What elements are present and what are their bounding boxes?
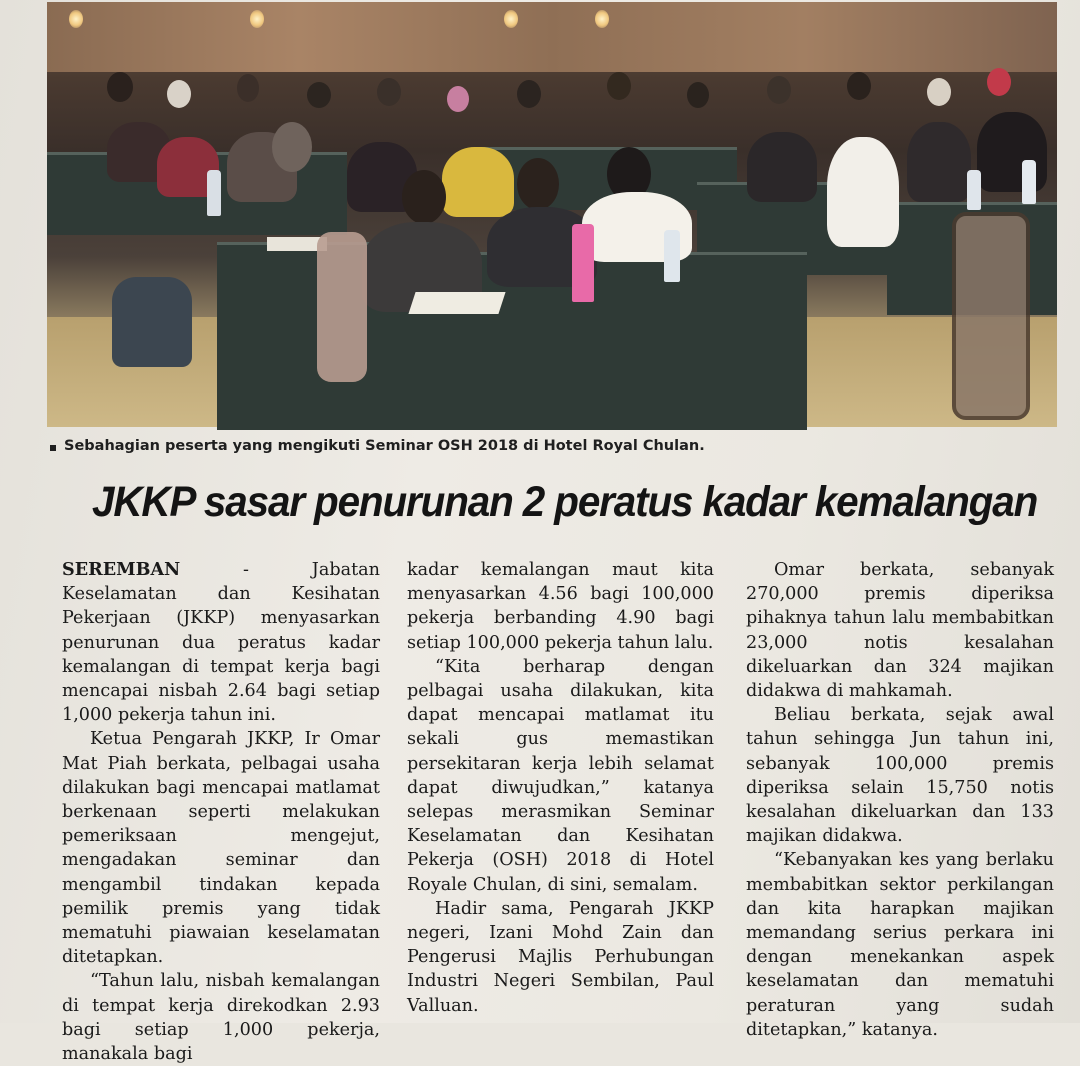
photo-chair [952, 212, 1030, 420]
photo-water-bottle [207, 170, 221, 216]
article-column-3 [746, 558, 1054, 1042]
photo-attendee [447, 86, 469, 112]
photo-attendee [107, 72, 133, 102]
photo-caption: Sebahagian peserta yang mengikuti Seminar OSH 2018 di Hotel Royal Chulan. [64, 438, 705, 454]
article-paragraph: Ketua Pengarah JKKP, Ir Omar Mat Piah berkata, pelbagai usaha dilakukan bagi mencapai matlamat berkenaan seperti melakukan pemeriksaan mengejut, mengadakan seminar dan mengambil tindakan kepada pemilik premis yang tidak mematuhi piawaian keselamatan ditetapkan. [62, 729, 380, 968]
article-paragraph: “Tahun lalu, nisbah kemalangan di tempat kerja direkodkan 2.93 bagi setiap 1,000 pekerja, manakala bagi [62, 971, 380, 1065]
photo-attendee [847, 72, 871, 100]
caption-bullet [50, 445, 56, 451]
photo-wall-lamp [504, 10, 518, 28]
photo-attendee [907, 122, 971, 202]
article-column-2 [407, 558, 714, 1018]
photo-attendee [747, 132, 817, 202]
photo-wall-lamp [250, 10, 264, 28]
photo-attendee [687, 82, 709, 108]
photo-attendee [377, 78, 401, 106]
photo-attendee [442, 147, 514, 217]
photo-water-bottle [1022, 160, 1036, 204]
seminar-audience-photo [47, 2, 1057, 427]
article-paragraph: “Kita berharap dengan pelbagai usaha dilakukan, kita dapat mencapai matlamat itu sekali gus memastikan persekitaran kerja lebih selamat dapat diwujudkan,” katanya selepas merasmikan Seminar Keselamatan dan Kesihatan Pekerja (OSH) 2018 di Hotel Royale Chulan, di sini, semalam. [407, 656, 714, 895]
photo-attendee [607, 72, 631, 100]
photo-back-wall [47, 2, 1057, 72]
photo-paper [408, 292, 505, 314]
photo-attendee [827, 137, 899, 247]
photo-chair [317, 232, 367, 382]
article-paragraph: Beliau berkata, sejak awal tahun sehingga Jun tahun ini, sebanyak 100,000 premis diperiksa selain 15,750 notis kesalahan dikeluarkan dan 133 majikan didakwa. [746, 705, 1054, 847]
article-paragraph-text: - Jabatan Keselamatan dan Kesihatan Pekerjaan (JKKP) menyasarkan penurunan dua peratus kadar kemalangan di tempat kerja bagi mencapai nisbah 2.64 bagi setiap 1,000 pekerja tahun ini. [62, 560, 380, 726]
photo-attendee [767, 76, 791, 104]
photo-wall-lamp [69, 10, 83, 28]
photo-backpack [112, 277, 192, 367]
article-paragraph [62, 558, 380, 727]
photo-attendee [237, 74, 259, 102]
article-paragraph: “Kebanyakan kes yang berlaku membabitkan sektor perkilangan dan kita harapkan majikan memandang serius perkara ini dengan menekankan aspek keselamatan dan mematuhi peraturan yang sudah ditetapkan,” katanya. [746, 850, 1054, 1040]
photo-attendee [272, 122, 312, 172]
photo-attendee [987, 68, 1011, 96]
photo-wall-lamp [595, 10, 609, 28]
photo-water-bottle [967, 170, 981, 210]
photo-pink-bottle [572, 224, 594, 302]
photo-attendee [307, 82, 331, 108]
photo-attendee [517, 158, 559, 210]
photo-attendee [927, 78, 951, 106]
article-paragraph: kadar kemalangan maut kita menyasarkan 4.56 bagi 100,000 pekerja berbanding 4.90 bagi setiap 100,000 pekerja tahun lalu. [407, 560, 714, 653]
article-headline: JKKP sasar penurunan 2 peratus kadar kemalangan [92, 478, 1038, 526]
photo-attendee [977, 112, 1047, 192]
article-column-1 [62, 558, 380, 1066]
photo-attendee [402, 170, 446, 224]
article-dateline: SEREMBAN [62, 559, 181, 580]
photo-attendee [167, 80, 191, 108]
photo-water-bottle [664, 230, 680, 282]
article-paragraph: Hadir sama, Pengarah JKKP negeri, Izani Mohd Zain dan Pengerusi Majlis Perhubungan Industri Negeri Sembilan, Paul Valluan. [407, 898, 714, 1016]
article-paragraph: Omar berkata, sebanyak 270,000 premis diperiksa pihaknya tahun lalu membabitkan 23,000 notis kesalahan dikeluarkan dan 324 majikan didakwa di mahkamah. [746, 560, 1054, 702]
photo-attendee [517, 80, 541, 108]
